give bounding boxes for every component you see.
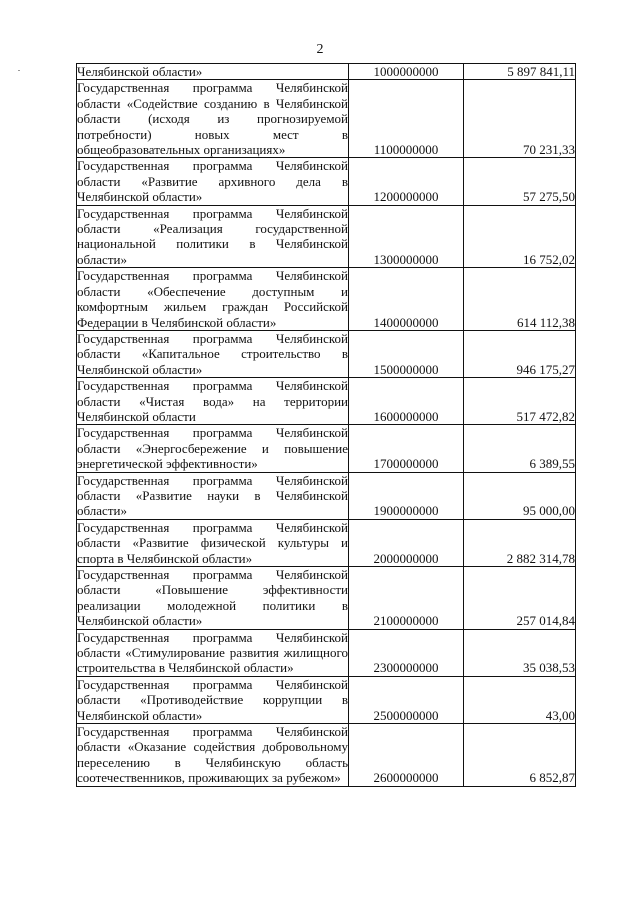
program-name: Государственная программа Челябинской области «Стимулирование развития жилищного строительства в Челябинской области» [77,629,348,676]
program-name: Государственная программа Челябинской области «Содействие созданию в Челябинской области (исходя из прогнозируемой потребности) новых мест в общеобразовательных организациях» [77,80,348,158]
table-row [77,629,576,676]
margin-mark [18,70,20,71]
program-name: Челябинской области» [77,64,203,79]
program-name: Государственная программа Челябинской области «Реализация государственной национальной политики в Челябинской области» [77,205,348,267]
program-name: Государственная программа Челябинской области «Противодействие коррупции в Челябинской области» [77,676,348,723]
program-code: 1100000000 [349,80,464,158]
table-row [77,472,576,519]
program-amount: 43,00 [464,676,576,723]
table-row [77,158,576,205]
program-code: 1400000000 [349,268,464,331]
program-code: 1500000000 [349,330,464,377]
budget-table [76,63,576,787]
program-name: Государственная программа Челябинской области «Развитие науки в Челябинской области» [77,472,348,519]
program-code: 1300000000 [349,205,464,268]
table-row [77,567,576,630]
program-name: Государственная программа Челябинской области «Чистая вода» на территории Челябинской области [77,378,348,424]
table-row [77,268,576,331]
program-amount: 6 389,55 [464,425,576,472]
program-name: Государственная программа Челябинской области «Энергосбережение и повышение энергетической эффективности» [77,425,348,472]
page-number: 2 [316,42,324,57]
table-row [77,205,576,268]
program-name-cell [77,567,349,630]
program-amount: 95 000,00 [464,472,576,519]
program-name-cell [77,519,349,566]
program-code: 1600000000 [349,378,464,425]
table-row [77,676,576,723]
table-row [77,330,576,377]
program-amount: 517 472,82 [464,378,576,425]
program-name-cell [77,330,349,377]
table-row [77,425,576,472]
table-row [77,519,576,566]
program-name-cell [77,205,349,268]
budget-table-body [77,64,576,787]
program-name-cell [77,425,349,472]
table-row [77,64,576,80]
program-amount: 5 897 841,11 [464,64,576,80]
program-name-cell [77,472,349,519]
program-name: Государственная программа Челябинской области «Оказание содействия добровольному переселению в Челябинскую область соотечественников, проживающих за рубежом» [77,724,348,786]
program-name-cell [77,64,349,80]
program-name-cell [77,629,349,676]
table-row [77,724,576,787]
program-name-cell [77,268,349,331]
program-code: 1900000000 [349,472,464,519]
program-amount: 614 112,38 [464,268,576,331]
program-name-cell [77,80,349,158]
program-name-cell [77,724,349,787]
program-amount: 70 231,33 [464,80,576,158]
table-row [77,378,576,425]
program-name-cell [77,676,349,723]
program-name-cell [77,158,349,205]
program-amount: 2 882 314,78 [464,519,576,566]
program-amount: 16 752,02 [464,205,576,268]
program-amount: 6 852,87 [464,724,576,787]
table-row [77,80,576,158]
program-amount: 257 014,84 [464,567,576,630]
program-code: 2600000000 [349,724,464,787]
program-name: Государственная программа Челябинской области «Обеспечение доступным и комфортным жильем граждан Российской Федерации в Челябинской области» [77,268,348,330]
program-amount: 35 038,53 [464,629,576,676]
program-code: 1200000000 [349,158,464,205]
program-name: Государственная программа Челябинской области «Развитие физической культуры и спорта в Челябинской области» [77,519,348,566]
program-code: 2000000000 [349,519,464,566]
program-code: 2300000000 [349,629,464,676]
program-amount: 946 175,27 [464,330,576,377]
program-name: Государственная программа Челябинской области «Развитие архивного дела в Челябинской области» [77,158,348,205]
program-code: 2100000000 [349,567,464,630]
program-code: 1000000000 [349,64,464,80]
program-code: 1700000000 [349,425,464,472]
program-name-cell [77,378,349,425]
program-name: Государственная программа Челябинской области «Повышение эффективности реализации молодежной политики в Челябинской области» [77,567,348,629]
program-name: Государственная программа Челябинской области «Капитальное строительство в Челябинской области» [77,330,348,377]
program-code: 2500000000 [349,676,464,723]
program-amount: 57 275,50 [464,158,576,205]
